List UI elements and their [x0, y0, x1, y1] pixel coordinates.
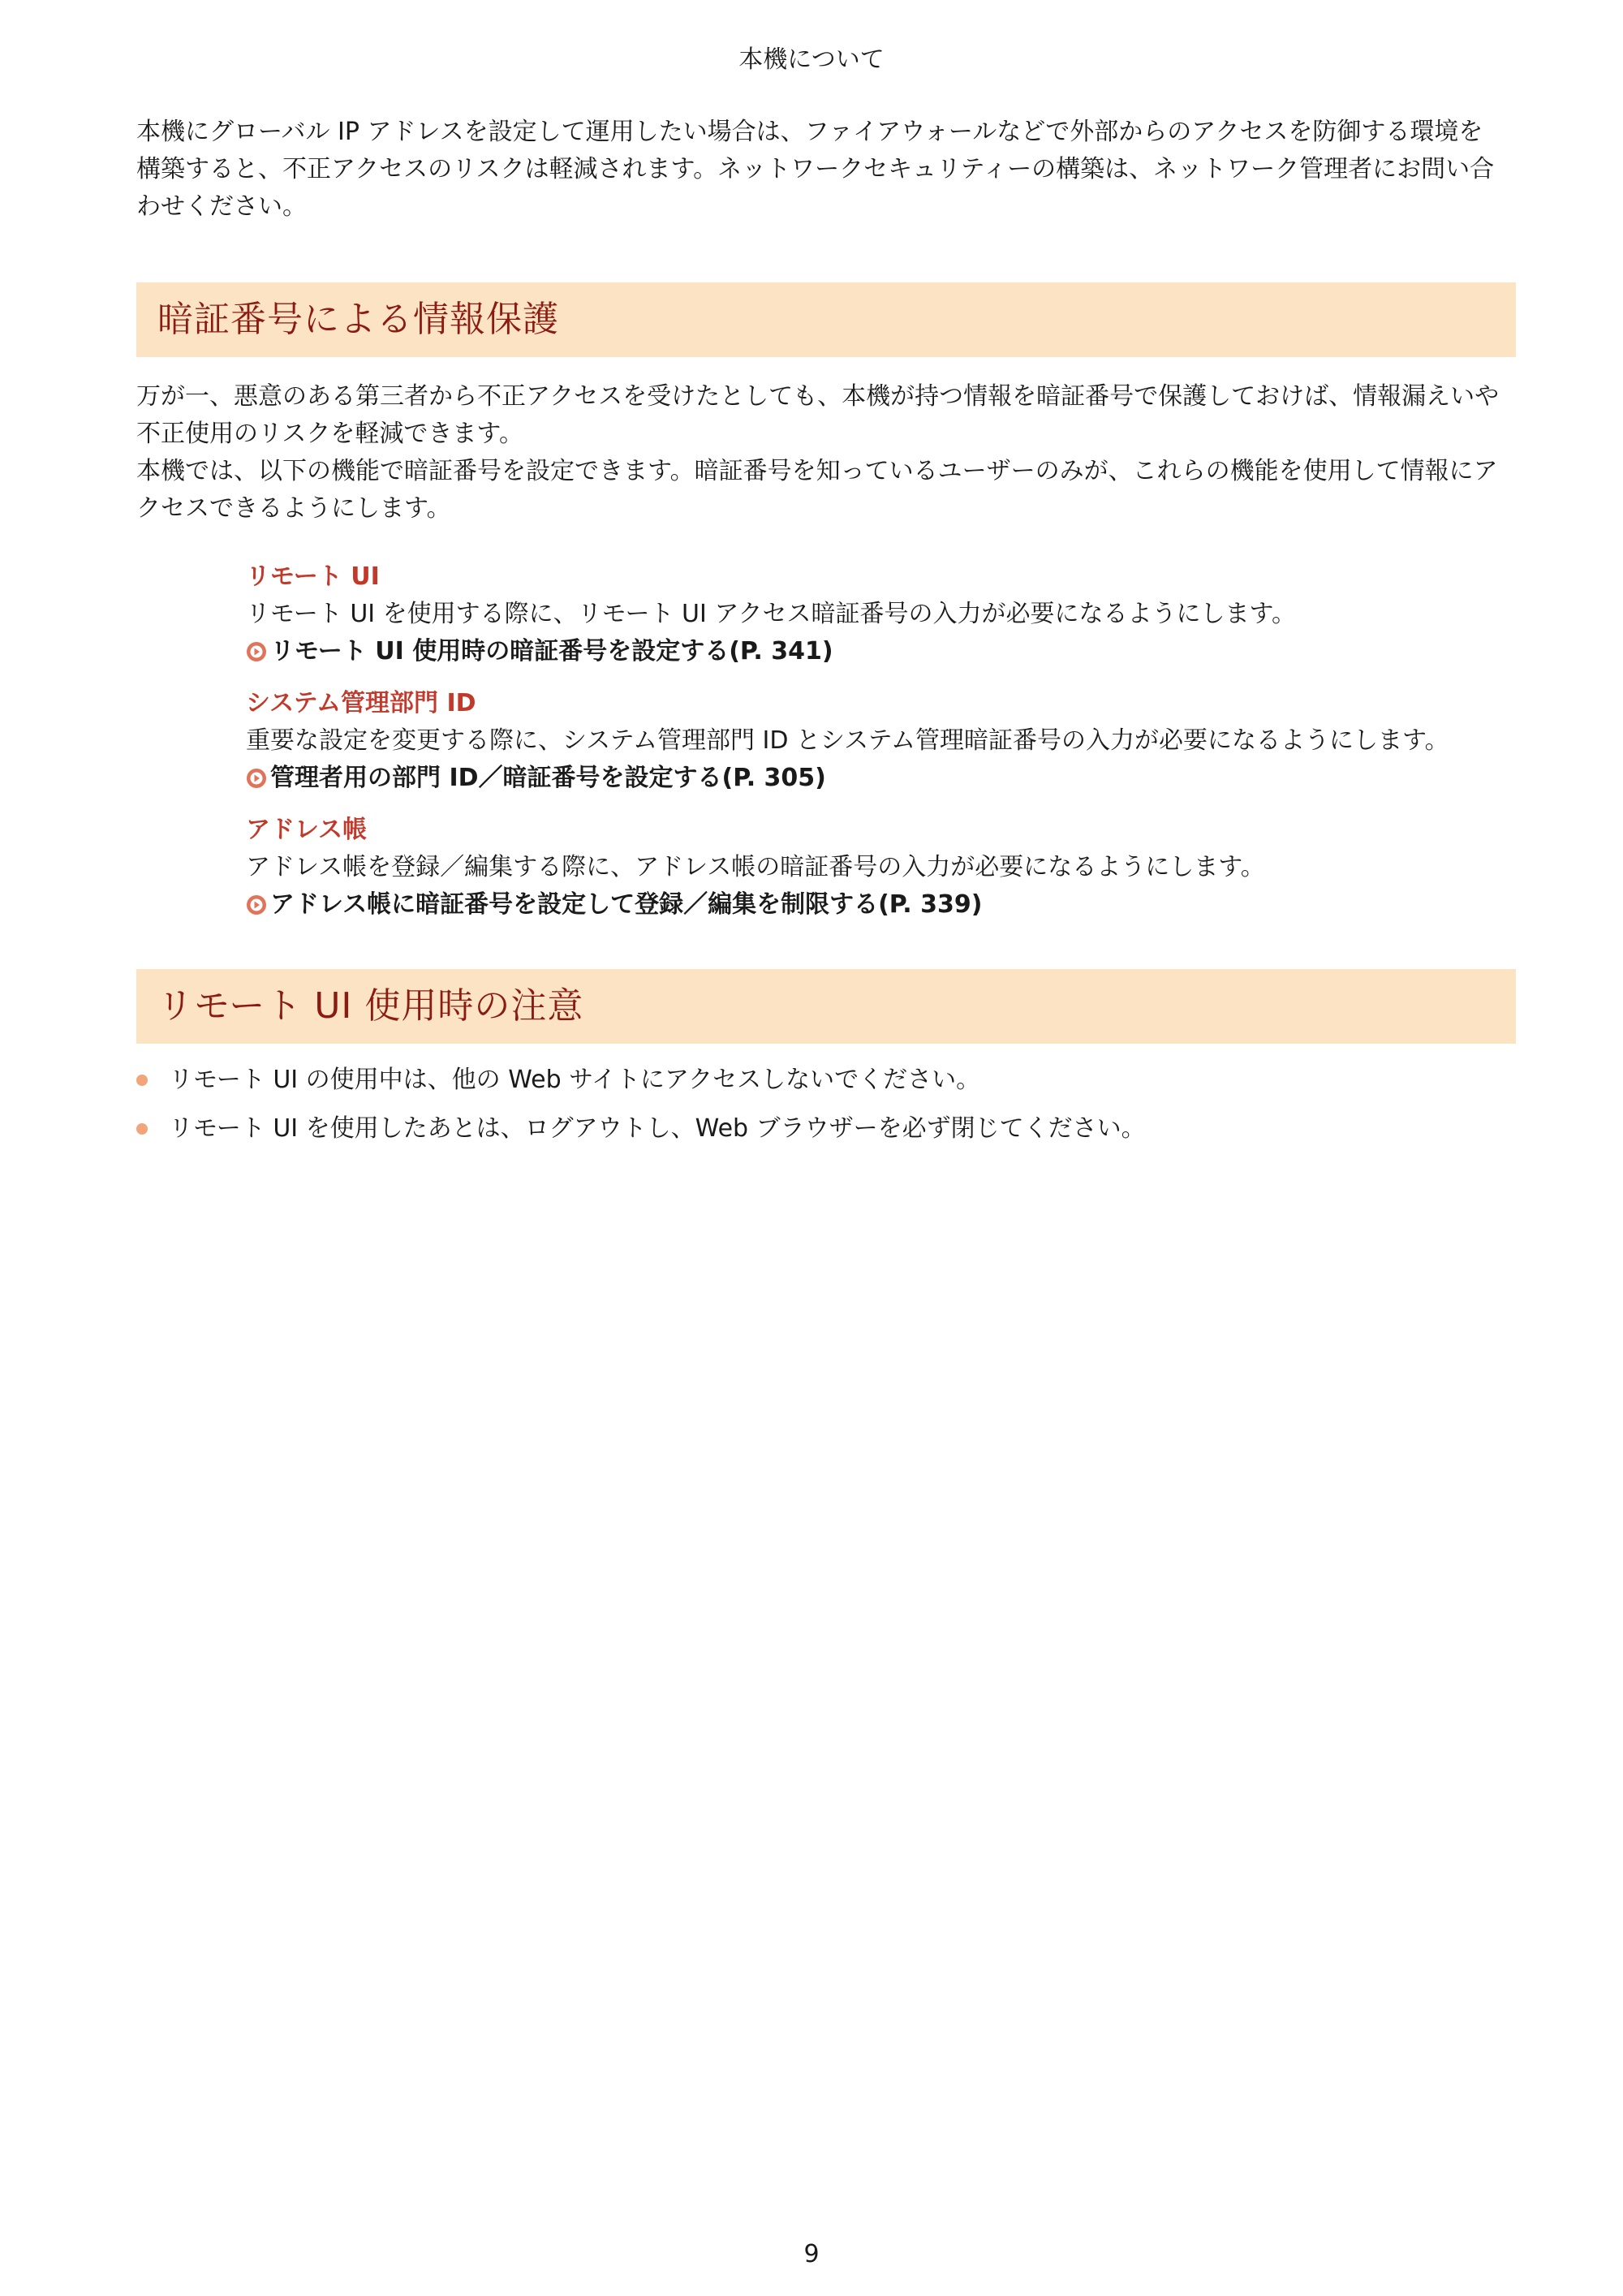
section-heading-remote-ui-notes: リモート UI 使用時の注意: [136, 969, 1516, 1044]
feature-link-text[interactable]: アドレス帳に暗証番号を設定して登録／編集を制限する(P. 339): [270, 890, 983, 919]
feature-link[interactable]: [246, 633, 1516, 670]
bullet-dot-icon: [136, 1075, 148, 1086]
feature-title: リモート UI: [246, 562, 380, 591]
feature-item: [246, 812, 1516, 924]
feature-link-text[interactable]: リモート UI 使用時の暗証番号を設定する(P. 341): [270, 637, 833, 666]
section-heading-pin-protection: 暗証番号による情報保護: [136, 282, 1516, 357]
feature-item: [246, 558, 1516, 670]
bullet-dot-icon: [136, 1123, 148, 1135]
feature-item: [246, 685, 1516, 797]
feature-link[interactable]: [246, 760, 1516, 797]
feature-title: アドレス帳: [246, 816, 368, 844]
list-item-text: リモート UI を使用したあとは、ログアウトし、Web ブラウザーを必ず閉じてください。: [169, 1114, 1146, 1143]
feature-link[interactable]: [246, 886, 1516, 924]
intro-paragraph: [136, 114, 1516, 226]
list-item-text: リモート UI の使用中は、他の Web サイトにアクセスしないでください。: [169, 1066, 981, 1094]
intro-line: わせください。: [136, 192, 307, 221]
body-line: 不正使用のリスクを軽減できます。: [136, 420, 523, 448]
feature-link-text[interactable]: 管理者用の部門 ID／暗証番号を設定する(P. 305): [270, 764, 826, 792]
feature-description: アドレス帳を登録／編集する際に、アドレス帳の暗証番号の入力が必要になるようにします。: [246, 853, 1265, 881]
running-header: 本機について: [738, 45, 885, 74]
feature-list: [246, 558, 1516, 924]
circled-right-arrow-icon: [246, 894, 267, 915]
feature-title: システム管理部門 ID: [246, 689, 476, 717]
section-body: [136, 378, 1516, 528]
feature-description: リモート UI を使用する際に、リモート UI アクセス暗証番号の入力が必要になるようにします。: [246, 600, 1297, 628]
intro-line: 構築すると、不正アクセスのリスクは軽減されます。ネットワークセキュリティーの構築は、ネットワーク管理者にお問い合: [136, 155, 1495, 183]
intro-line: 本機にグローバル IP アドレスを設定して運用したい場合は、ファイアウォールなどで外部からのアクセスを防御する環境を: [136, 118, 1483, 146]
circled-right-arrow-icon: [246, 641, 267, 662]
body-line: クセスできるようにします。: [136, 494, 451, 523]
page-number: 9: [803, 2240, 820, 2268]
list-item: [136, 1062, 1516, 1099]
list-item: [136, 1110, 1516, 1148]
circled-right-arrow-icon: [246, 768, 267, 789]
notes-list: [136, 1062, 1516, 1148]
body-line: 本機では、以下の機能で暗証番号を設定できます。暗証番号を知っているユーザーのみが、これらの機能を使用して情報にア: [136, 457, 1498, 485]
page-content: [136, 114, 1516, 1159]
feature-description: 重要な設定を変更する際に、システム管理部門 ID とシステム管理暗証番号の入力が必要になるようにします。: [246, 726, 1449, 755]
body-line: 万が一、悪意のある第三者から不正アクセスを受けたとしても、本機が持つ情報を暗証番号で保護しておけば、情報漏えいや: [136, 382, 1500, 411]
